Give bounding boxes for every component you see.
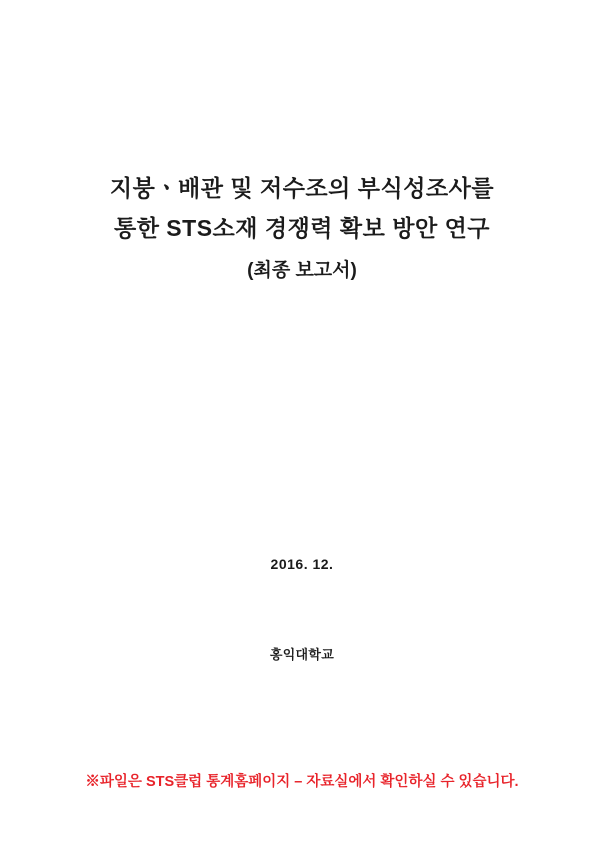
document-organization-block xyxy=(0,644,604,663)
document-notice-block xyxy=(0,770,604,791)
document-title xyxy=(0,168,604,288)
document-subtitle: (최종 보고서) xyxy=(247,260,357,281)
document-notice: ※파일은 STS클럽 통계홈페이지 – 자료실에서 확인하실 수 있습니다. xyxy=(85,774,519,790)
document-date: 2016. 12. xyxy=(270,556,334,572)
document-organization: 홍익대학교 xyxy=(269,647,335,662)
document-date-block xyxy=(0,556,604,572)
title-line-2: 통한 STS소재 경쟁력 확보 방안 연구 xyxy=(113,215,491,241)
title-line-1: 지붕ㆍ배관 및 저수조의 부식성조사를 xyxy=(109,175,495,201)
